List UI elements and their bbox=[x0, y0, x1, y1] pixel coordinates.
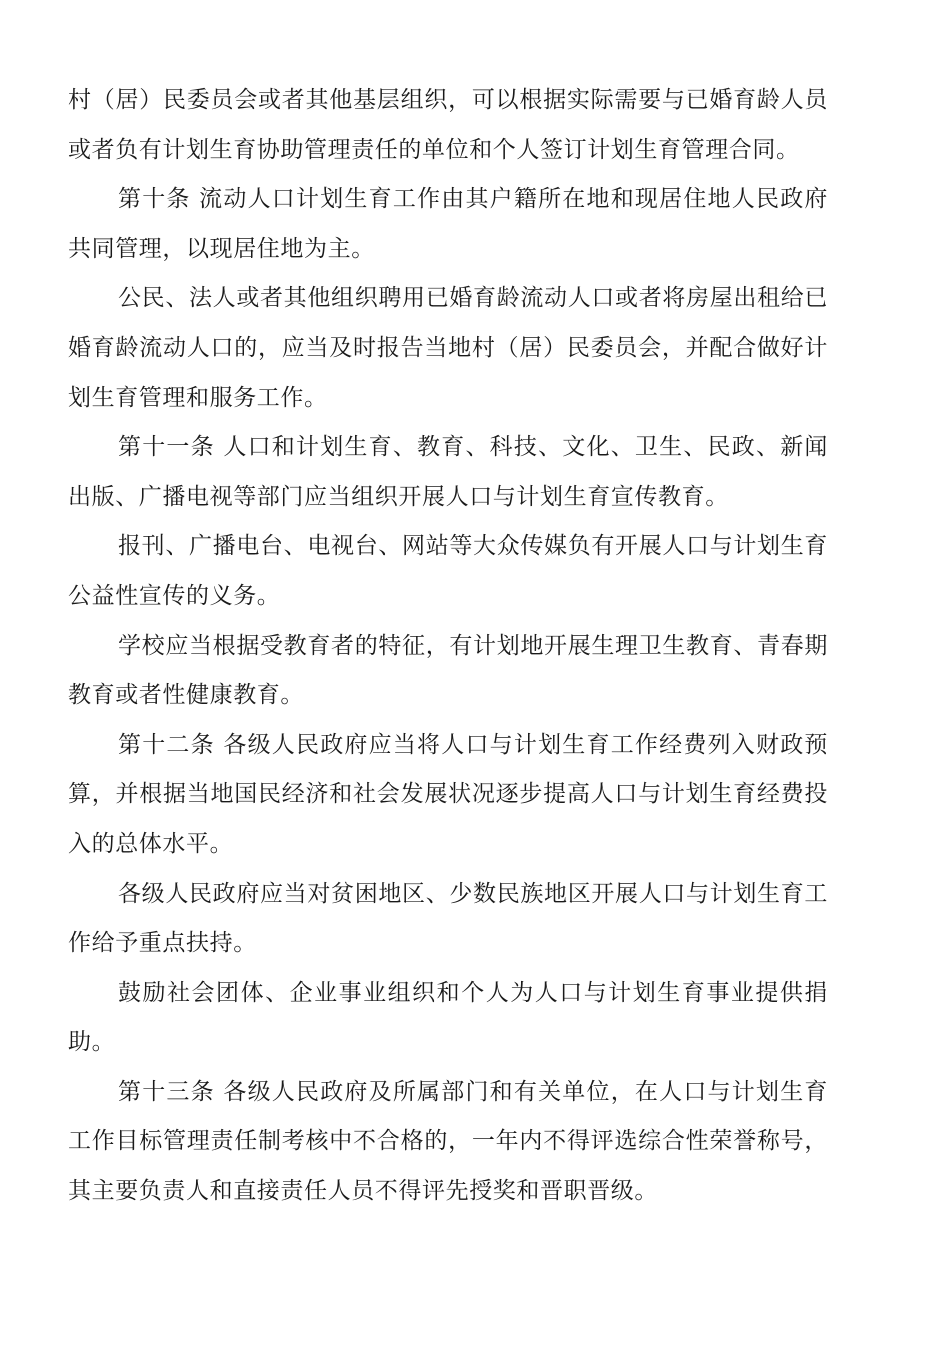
paragraph-article-12-support: 各级人民政府应当对贫困地区、少数民族地区开展人口与计划生育工作给予重点扶持。 bbox=[68, 880, 828, 957]
paragraph-article-13: 第十三条 各级人民政府及所属部门和有关单位，在人口与计划生育工作目标管理责任制考核中不合格的，一年内不得评选综合性荣誉称号，其主要负责人和直接责任人员不得评先授奖和晋职晋级。 bbox=[68, 1078, 828, 1205]
document-body bbox=[68, 76, 828, 1217]
paragraph-article-11: 第十一条 人口和计划生育、教育、科技、文化、卫生、民政、新闻出版、广播电视等部门应当组织开展人口与计划生育宣传教育。 bbox=[68, 434, 828, 510]
paragraph-article-10: 第十条 流动人口计划生育工作由其户籍所在地和现居住地人民政府共同管理，以现居住地为主。 bbox=[68, 186, 828, 262]
paragraph-article-12-donations: 鼓励社会团体、企业事业组织和个人为人口与计划生育事业提供捐助。 bbox=[68, 979, 828, 1056]
paragraph-article-11-schools: 学校应当根据受教育者的特征，有计划地开展生理卫生教育、青春期教育或者性健康教育。 bbox=[68, 632, 828, 709]
paragraph-contract-continuation: 村（居）民委员会或者其他基层组织，可以根据实际需要与已婚育龄人员或者负有计划生育协助管理责任的单位和个人签订计划生育管理合同。 bbox=[68, 87, 828, 163]
paragraph-article-12: 第十二条 各级人民政府应当将人口与计划生育工作经费列入财政预算，并根据当地国民经济和社会发展状况逐步提高人口与计划生育经费投入的总体水平。 bbox=[68, 731, 828, 857]
paragraph-article-11-media: 报刊、广播电台、电视台、网站等大众传媒负有开展人口与计划生育公益性宣传的义务。 bbox=[68, 533, 828, 609]
paragraph-article-10-rental: 公民、法人或者其他组织聘用已婚育龄流动人口或者将房屋出租给已婚育龄流动人口的，应当及时报告当地村（居）民委员会，并配合做好计划生育管理和服务工作。 bbox=[68, 285, 828, 411]
